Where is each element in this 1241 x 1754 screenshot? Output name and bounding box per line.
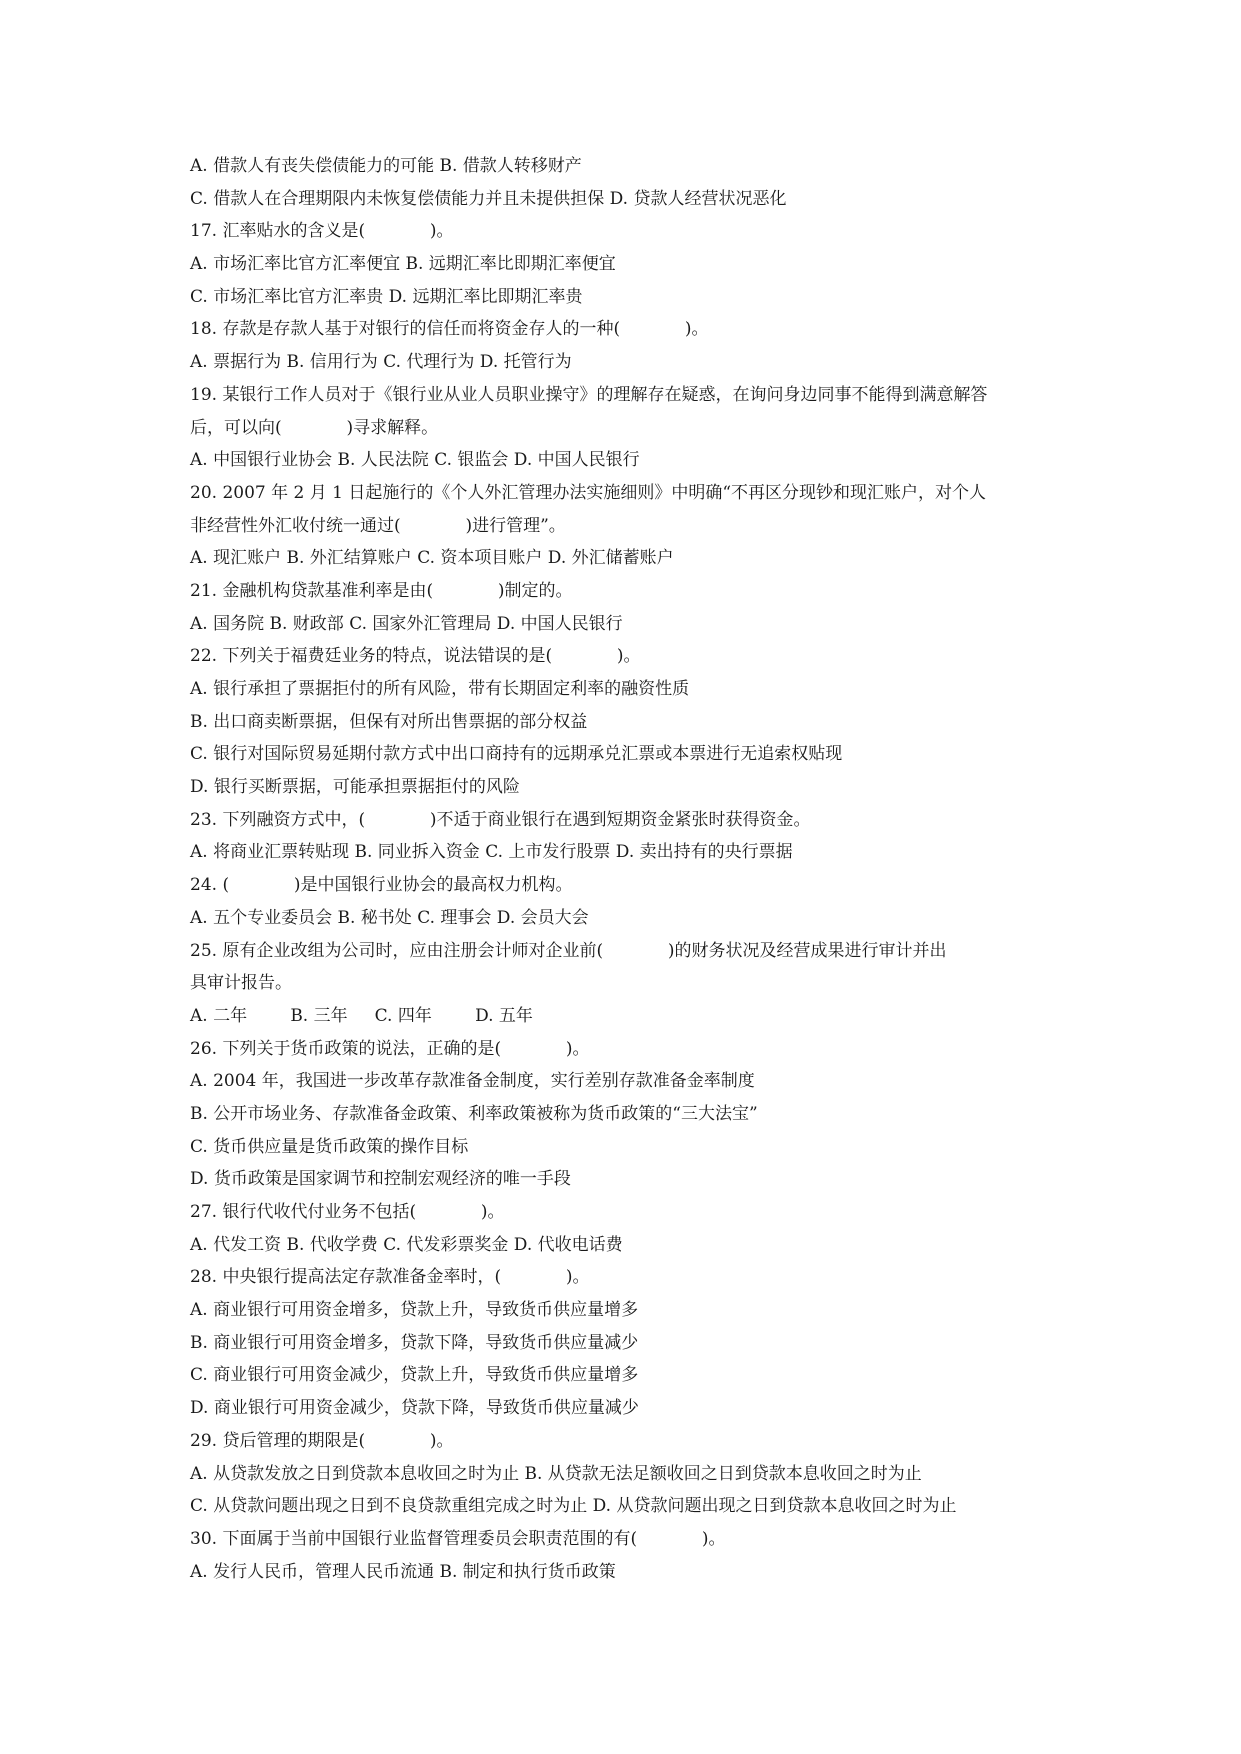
q26-option-b: B. 公开市场业务、存款准备金政策、利率政策被称为货币政策的“三大法宝” xyxy=(190,1103,758,1124)
q29-options-ab: A. 从贷款发放之日到贷款本息收回之时为止 B. 从贷款无法足额收回之日到贷款本息收回之时为止 xyxy=(190,1463,922,1484)
q17-options-cd: C. 市场汇率比官方汇率贵 D. 远期汇率比即期汇率贵 xyxy=(190,286,583,307)
q27-stem: 27. 银行代收代付业务不包括( )。 xyxy=(190,1202,505,1222)
q25-options: A. 二年 B. 三年 C. 四年 D. 五年 xyxy=(190,1005,533,1026)
q17-options-ab: A. 市场汇率比官方汇率便宜 B. 远期汇率比即期汇率便宜 xyxy=(190,254,616,275)
q20-stem-line1: 20. 2007 年 2 月 1 日起施行的《个人外汇管理办法实施细则》中明确“不再区分现钞和现汇账户，对个人 xyxy=(190,482,987,503)
q22-option-a: A. 银行承担了票据拒付的所有风险，带有长期固定利率的融资性质 xyxy=(190,679,690,699)
q22-stem: 22. 下列关于福费廷业务的特点，说法错误的是( )。 xyxy=(190,646,641,667)
q27-options: A. 代发工资 B. 代收学费 C. 代发彩票奖金 D. 代收电话费 xyxy=(190,1234,623,1255)
q19-options: A. 中国银行业协会 B. 人民法院 C. 银监会 D. 中国人民银行 xyxy=(190,450,640,471)
q28-option-a: A. 商业银行可用资金增多，贷款上升，导致货币供应量增多 xyxy=(190,1300,639,1321)
q25-stem-line2: 具审计报告。 xyxy=(190,973,292,994)
q28-stem: 28. 中央银行提高法定存款准备金率时，( )。 xyxy=(190,1267,590,1288)
q28-option-b: B. 商业银行可用资金增多，贷款下降，导致货币供应量减少 xyxy=(190,1332,639,1353)
q29-stem: 29. 贷后管理的期限是( )。 xyxy=(190,1430,454,1451)
q21-stem: 21. 金融机构贷款基准利率是由( )制定的。 xyxy=(190,580,573,601)
q19-stem-line1: 19. 某银行工作人员对于《银行业从业人员职业操守》的理解存在疑惑，在询问身边同事不能得到满意解答 xyxy=(190,384,988,405)
q17-stem: 17. 汇率贴水的含义是( )。 xyxy=(190,221,454,242)
document-body xyxy=(190,150,1060,1588)
q30-stem: 30. 下面属于当前中国银行业监督管理委员会职责范围的有( )。 xyxy=(190,1528,726,1549)
q22-option-c: C. 银行对国际贸易延期付款方式中出口商持有的远期承兑汇票或本票进行无追索权贴现 xyxy=(190,744,843,765)
q26-option-d: D. 货币政策是国家调节和控制宏观经济的唯一手段 xyxy=(190,1169,571,1190)
q26-option-a: A. 2004 年，我国进一步改革存款准备金制度，实行差别存款准备金率制度 xyxy=(190,1071,755,1092)
q28-option-c: C. 商业银行可用资金减少，贷款上升，导致货币供应量增多 xyxy=(190,1365,639,1386)
q19-stem-line2: 后，可以向( )寻求解释。 xyxy=(190,417,439,438)
q20-stem-line2: 非经营性外汇收付统一通过( )进行管理”。 xyxy=(190,515,566,536)
q30-options-ab: A. 发行人民币，管理人民币流通 B. 制定和执行货币政策 xyxy=(190,1561,616,1582)
q16-options-cd: C. 借款人在合理期限内未恢复偿债能力并且未提供担保 D. 贷款人经营状况恶化 xyxy=(190,188,787,209)
q28-option-d: D. 商业银行可用资金减少，贷款下降，导致货币供应量减少 xyxy=(190,1398,639,1419)
q26-stem: 26. 下列关于货币政策的说法，正确的是( )。 xyxy=(190,1038,590,1059)
q25-stem-line1: 25. 原有企业改组为公司时，应由注册会计师对企业前( )的财务状况及经营成果进行审计并出 xyxy=(190,940,947,961)
q26-option-c: C. 货币供应量是货币政策的操作目标 xyxy=(190,1136,469,1157)
q24-stem: 24. ( )是中国银行业协会的最高权力机构。 xyxy=(190,875,573,896)
q22-option-d: D. 银行买断票据，可能承担票据拒付的风险 xyxy=(190,777,520,798)
q23-options: A. 将商业汇票转贴现 B. 同业拆入资金 C. 上市发行股票 D. 卖出持有的央行票据 xyxy=(190,842,793,863)
q29-options-cd: C. 从贷款问题出现之日到不良贷款重组完成之时为止 D. 从贷款问题出现之日到贷款本息收回之时为止 xyxy=(190,1496,957,1517)
q20-options: A. 现汇账户 B. 外汇结算账户 C. 资本项目账户 D. 外汇储蓄账户 xyxy=(190,548,674,569)
q24-options: A. 五个专业委员会 B. 秘书处 C. 理事会 D. 会员大会 xyxy=(190,907,589,928)
q21-options: A. 国务院 B. 财政部 C. 国家外汇管理局 D. 中国人民银行 xyxy=(190,613,623,634)
q18-stem: 18. 存款是存款人基于对银行的信任而将资金存人的一种( )。 xyxy=(190,319,709,340)
q22-option-b: B. 出口商卖断票据，但保有对所出售票据的部分权益 xyxy=(190,711,588,732)
q18-options: A. 票据行为 B. 信用行为 C. 代理行为 D. 托管行为 xyxy=(190,352,572,373)
q16-options-ab: A. 借款人有丧失偿债能力的可能 B. 借款人转移财产 xyxy=(190,156,582,176)
q23-stem: 23. 下列融资方式中，( )不适于商业银行在遇到短期资金紧张时获得资金。 xyxy=(190,809,811,830)
